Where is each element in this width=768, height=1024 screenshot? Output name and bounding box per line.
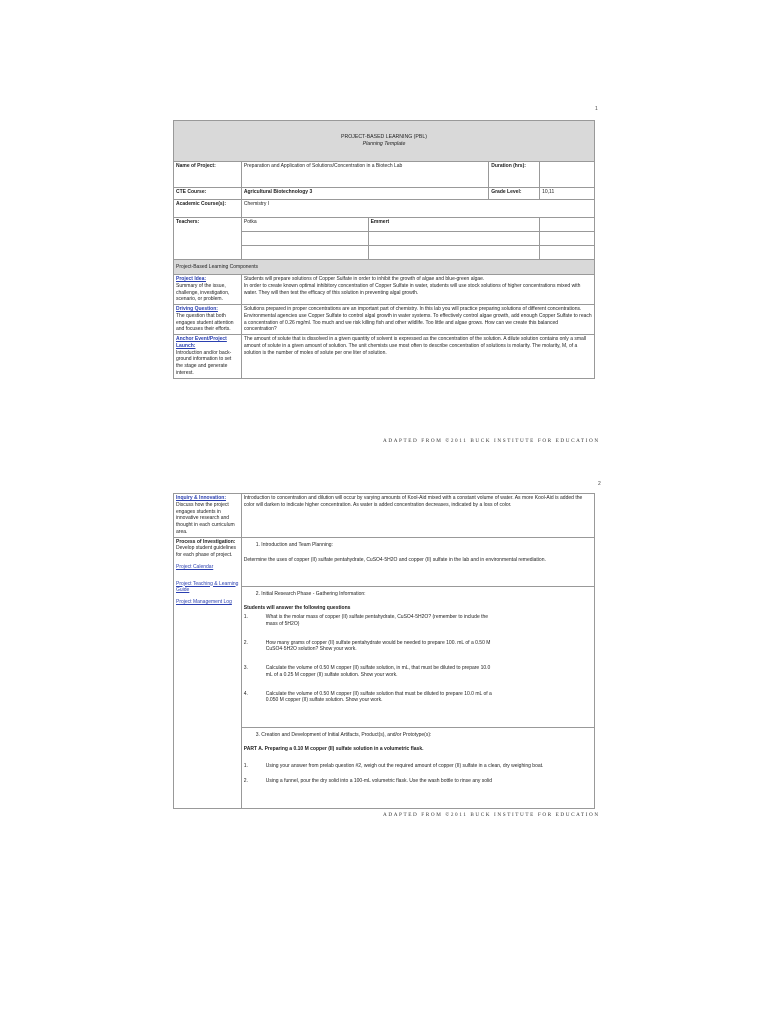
project-management-log-link[interactable]: Project Management Log bbox=[176, 599, 232, 605]
process-desc: Develop student guidelines for each phase of project. bbox=[176, 545, 237, 558]
template-subtitle: Planning Template bbox=[362, 141, 406, 147]
academic-course-value: Chemistry I bbox=[241, 200, 594, 218]
driving-question-label bbox=[174, 305, 242, 335]
inquiry-link[interactable]: Inquiry & Innovation: bbox=[176, 495, 226, 501]
teachers-label: Teachers: bbox=[174, 218, 242, 260]
question-4: 4. Calculate the volume of 0.50 M copper (II) sulfate solution that must be diluted to prepare 10.0 mL of a 0.050 M copper (II) sulfate solution. Show your work. bbox=[243, 690, 492, 704]
components-heading: Project-Based Learning Components bbox=[174, 260, 595, 275]
project-idea-text: Students will prepare solutions of Copper Sulfate in order to inhibit the growth of algae and blue-green algae. In order to create known optimal inhibitory concentration of Copper Sulfate in water, students will use stock solutions of higher concentrations mixed with water. They will then test the efficacy of this solution in preventing algal growth. bbox=[241, 275, 594, 305]
duration-value bbox=[540, 162, 595, 188]
part-a-heading: PART A. Preparing a 0.10 M copper (II) sulfate solution in a volumetric flask. bbox=[243, 746, 424, 753]
step3-cell bbox=[241, 727, 594, 808]
page2-footer: ADAPTED FROM ©2011 BUCK INSTITUTE FOR EDUCATION bbox=[383, 812, 600, 818]
cte-course-label: CTE Course: bbox=[174, 188, 242, 200]
question-2: 2. How many grams of copper (II) sulfate pentahydrate would be needed to prepare 100. mL of a 0.50 M CuSO4·5H2O solution? Show your work. bbox=[243, 639, 491, 653]
project-idea-link[interactable]: Project Idea: bbox=[176, 276, 207, 282]
driving-question-text: Solutions prepared in proper concentrations are an important part of chemistry. In this lab you will practice preparing solutions of different concentrations. Environmental agencies use Copper Sulfate to control algal growth in water systems. To effectively control algae growth, add enough Copper Sulfate to reach a concentration of 0.26 mg/ml. Too much and we risk killing fish and other wildlife. Too little and algae grows. How can we create this balanced concentration? bbox=[241, 305, 594, 335]
step1-cell bbox=[241, 537, 594, 586]
process-label bbox=[174, 537, 242, 808]
project-name-value: Preparation and Application of Solutions/Concentration in a Biotech Lab bbox=[241, 162, 488, 188]
project-teaching-guide-link[interactable]: Project Teaching & Learning Guide bbox=[176, 580, 239, 594]
project-idea-desc: Summary of the issue, challenge, investigation, scenario, or problem. bbox=[176, 282, 230, 303]
page-number-1: 1 bbox=[595, 106, 598, 112]
process-table bbox=[173, 493, 595, 809]
driving-question-link[interactable]: Driving Question: bbox=[176, 306, 218, 312]
inquiry-text: Introduction to concentration and dilution will occur by varying amounts of Kool-Aid mixed with a constant volume of water. As more Kool-Aid is added the color will darken to indicate higher concentration. As water is added concentration decreases, indicated by a loss of color. bbox=[241, 494, 594, 538]
academic-course-label: Academic Course(s): bbox=[174, 200, 242, 218]
step2-cell bbox=[241, 586, 594, 727]
part-a-step-1: 1. Using your answer from prelab question #2, weigh out the required amount of copper (II) sulfate in a clean, dry weighing boat. bbox=[243, 763, 544, 769]
cte-course-value: Agricultural Biotechnology 3 bbox=[241, 188, 488, 200]
anchor-event-text: The amount of solute that is dissolved in a given quantity of solvent is expressed as the concentration of the solution. A dilute solution contains only a small amount of solute in a given amount of solution. The unit chemists use most often to describe concentration of solutions is molarity. The molarity, M, of a solution is the number of moles of solute per one liter of solution. bbox=[241, 335, 594, 379]
anchor-event-desc: Introduction and/or back- ground information to set the stage and generate interest. bbox=[176, 349, 232, 376]
process-title: Process of Investigation: bbox=[176, 538, 236, 545]
pbl-planning-table bbox=[173, 120, 595, 379]
question-3: 3. Calculate the volume of 0.50 M copper (II) sulfate solution, in mL, that must be diluted to prepare 10.0 mL of a 0.25 M copper (II) sulfate solution. Show your work. bbox=[243, 665, 491, 678]
page1-footer: ADAPTED FROM ©2011 BUCK INSTITUTE FOR EDUCATION bbox=[383, 438, 600, 444]
inquiry-desc: Discuss how the project engages students in innovative research and thought in each curriculum area. bbox=[176, 501, 235, 535]
driving-question-desc: The question that both engages student attention and focuses their efforts. bbox=[176, 312, 234, 333]
project-calendar-link[interactable]: Project Calendar bbox=[176, 563, 214, 570]
duration-label: Duration (hrs): bbox=[489, 162, 540, 188]
grade-level-label: Grade Level: bbox=[489, 188, 540, 200]
anchor-event-link[interactable]: Anchor Event/Project Launch: bbox=[176, 336, 227, 349]
anchor-event-label bbox=[174, 335, 242, 379]
step1-text: Determine the uses of copper (II) sulfate pentahydrate, CuSO4·5H2O and copper (II) sulfate in the lab and in environmental remediation. bbox=[243, 557, 546, 564]
teacher-1: Potka bbox=[241, 218, 368, 232]
step1-heading: 1. Introduction and Team Planning: bbox=[255, 541, 333, 548]
step2-heading: 2. Initial Research Phase - Gathering Information: bbox=[255, 590, 366, 597]
template-header bbox=[174, 121, 595, 162]
project-name-label: Name of Project: bbox=[174, 162, 242, 188]
inquiry-label bbox=[174, 494, 242, 538]
template-title: PROJECT-BASED LEARNING (PBL) bbox=[341, 133, 427, 140]
question-1: 1. What is the molar mass of copper (II) sulfate pentahydrate, CuSO4·5H2O? (remember to include the mass of 5H2O) bbox=[243, 614, 489, 627]
step3-heading: 3. Creation and Development of Initial Artifacts, Product(s), and/or Prototype(s): bbox=[255, 731, 432, 738]
grade-level-value: 10,11 bbox=[540, 188, 595, 200]
page-number-2: 2 bbox=[598, 481, 601, 487]
questions-heading: Students will answer the following questions bbox=[243, 605, 351, 612]
project-idea-label bbox=[174, 275, 242, 305]
teacher-2: Emmert bbox=[368, 218, 540, 232]
part-a-step-2: 2. Using a funnel, pour the dry solid into a 100-mL volumetric flask. Use the wash bottle to rinse any solid bbox=[243, 777, 493, 784]
